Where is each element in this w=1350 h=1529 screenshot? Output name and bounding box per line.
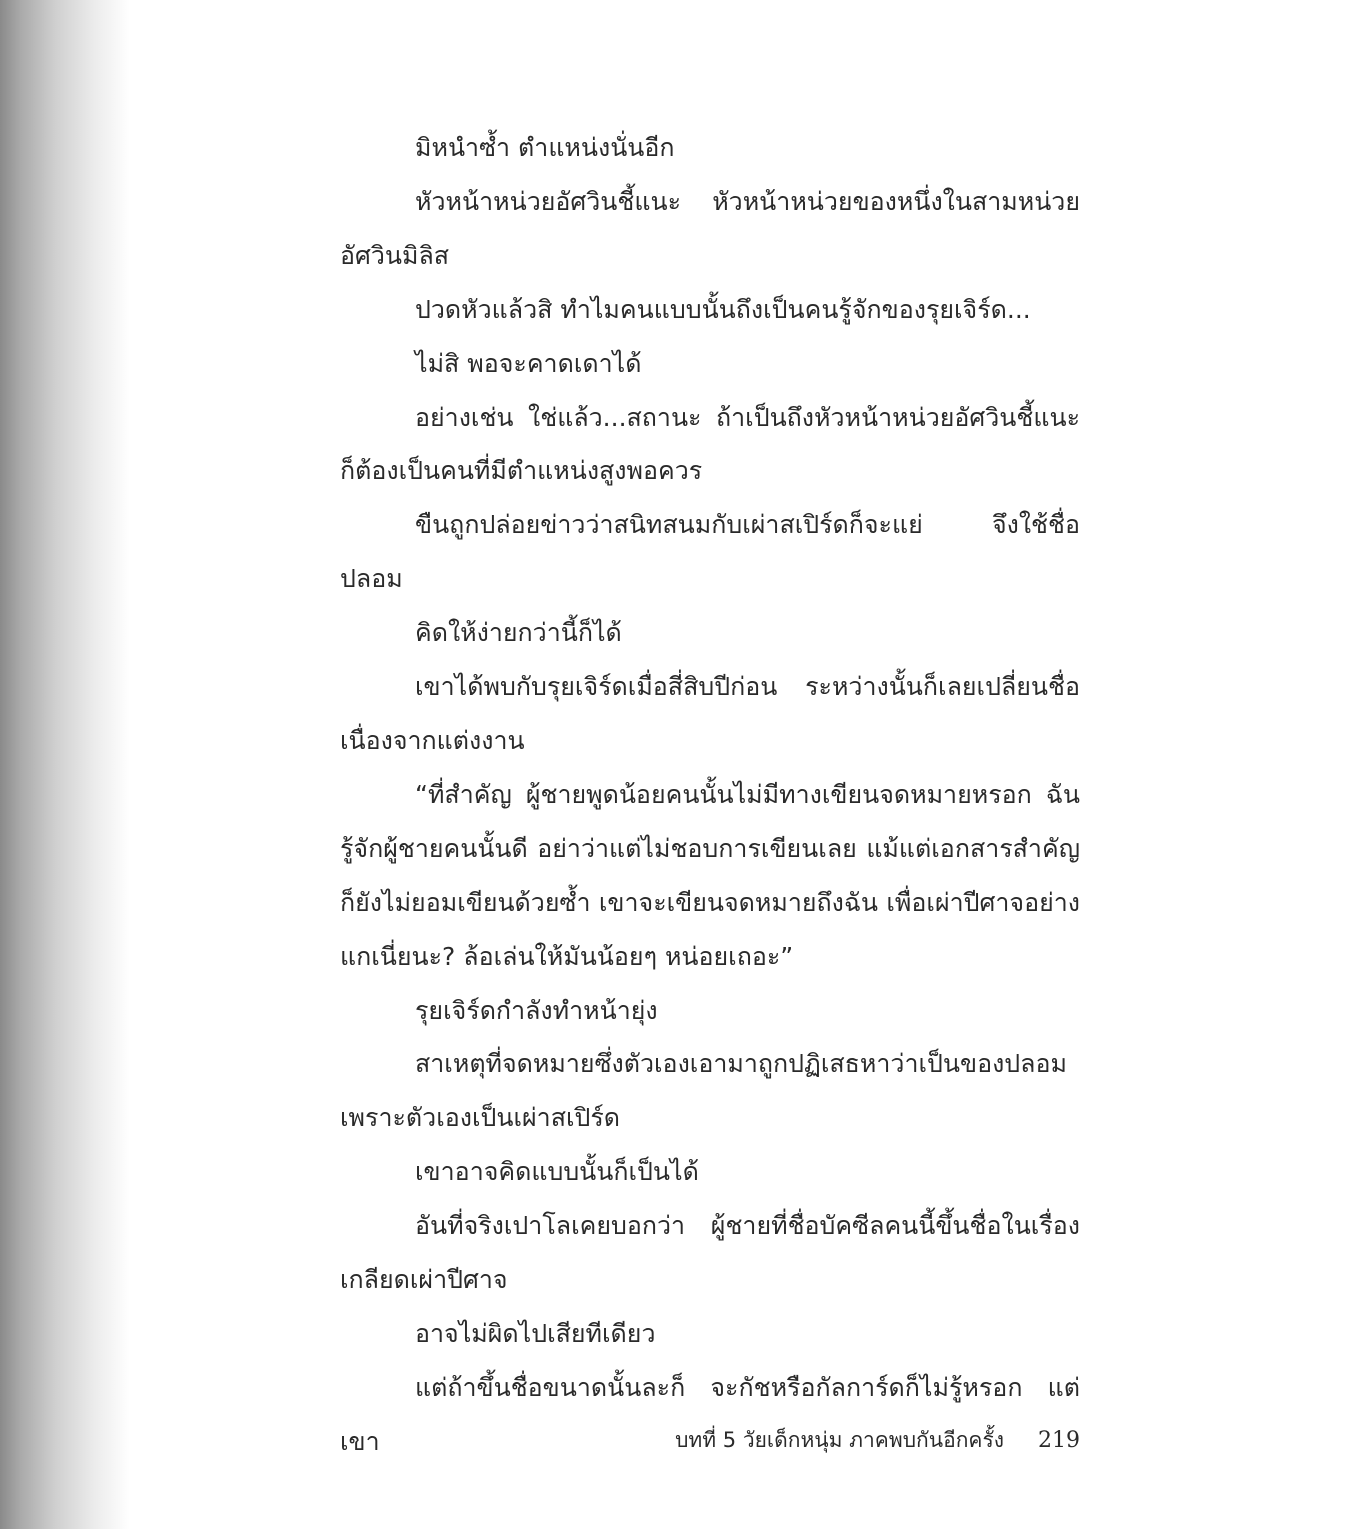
paragraph: อันที่จริงเปาโลเคยบอกว่า ผู้ชายที่ชื่อบัคซีลคนนี้ขึ้นชื่อในเรื่องเกลียดเผ่าปีศาจ (340, 1211, 1080, 1295)
paragraph: มิหนำซ้ำ ตำแหน่งนั่นอีก (415, 133, 675, 162)
paragraph: รุยเจิร์ดกำลังทำหน้ายุ่ง (415, 995, 658, 1025)
paragraph: อาจไม่ผิดไปเสียทีเดียว (415, 1318, 656, 1348)
paragraph: ปวดหัวแล้วสิ ทำไมคนแบบนั้นถึงเป็นคนรู้จักของรุยเจิร์ด... (415, 294, 1031, 324)
paragraph: ขืนถูกปล่อยข่าวว่าสนิทสนมกับเผ่าสเปิร์ดก็จะแย่ จึงใช้ชื่อปลอม (340, 510, 1080, 594)
page-spine-shadow (0, 0, 130, 1529)
paragraph: “ที่สำคัญ ผู้ชายพูดน้อยคนนั้นไม่มีทางเขียนจดหมายหรอก ฉันรู้จักผู้ชายคนนั้นดี อย่าว่าแต่ไม่ชอบการเขียนเลย แม้แต่เอกสารสำคัญก็ยังไม่ยอมเขียนด้วยซ้ำ เขาจะเขียนจดหมายถึงฉัน เพื่อเผ่าปีศาจอย่างแกเนี่ยนะ? ล้อเล่นให้มันน้อยๆ หน่อยเถอะ” (340, 779, 1080, 971)
paragraph: อย่างเช่น ใช่แล้ว...สถานะ ถ้าเป็นถึงหัวหน้าหน่วยอัศวินชี้แนะก็ต้องเป็นคนที่มีตำแหน่งสูงพอควร (340, 402, 1080, 486)
body-text (340, 121, 1080, 1469)
paragraph: สาเหตุที่จดหมายซึ่งตัวเองเอามาถูกปฏิเสธหาว่าเป็นของปลอมเพราะตัวเองเป็นเผ่าสเปิร์ด (340, 1049, 1067, 1133)
paragraph: แต่ถ้าขึ้นชื่อขนาดนั้นละก็ จะกัชหรือกัลการ์ดก็ไม่รู้หรอก แต่เขา (340, 1372, 1080, 1456)
paragraph: เขาได้พบกับรุยเจิร์ดเมื่อสี่สิบปีก่อน ระหว่างนั้นก็เลยเปลี่ยนชื่อเนื่องจากแต่งงาน (340, 672, 1080, 755)
paragraph: คิดให้ง่ายกว่านี้ก็ได้ (415, 618, 622, 648)
paragraph: หัวหน้าหน่วยอัศวินชี้แนะ หัวหน้าหน่วยของหนึ่งในสามหน่วยอัศวินมิลิส (340, 186, 1080, 270)
paragraph: เขาอาจคิดแบบนั้นก็เป็นได้ (415, 1157, 699, 1187)
running-title: บทที่ 5 วัยเด็กหนุ่ม ภาคพบกันอีกครั้ง (675, 1428, 1004, 1452)
page-footer (675, 1420, 1080, 1461)
page-number: 219 (1038, 1428, 1080, 1453)
paragraph: ไม่สิ พอจะคาดเดาได้ (415, 348, 642, 378)
